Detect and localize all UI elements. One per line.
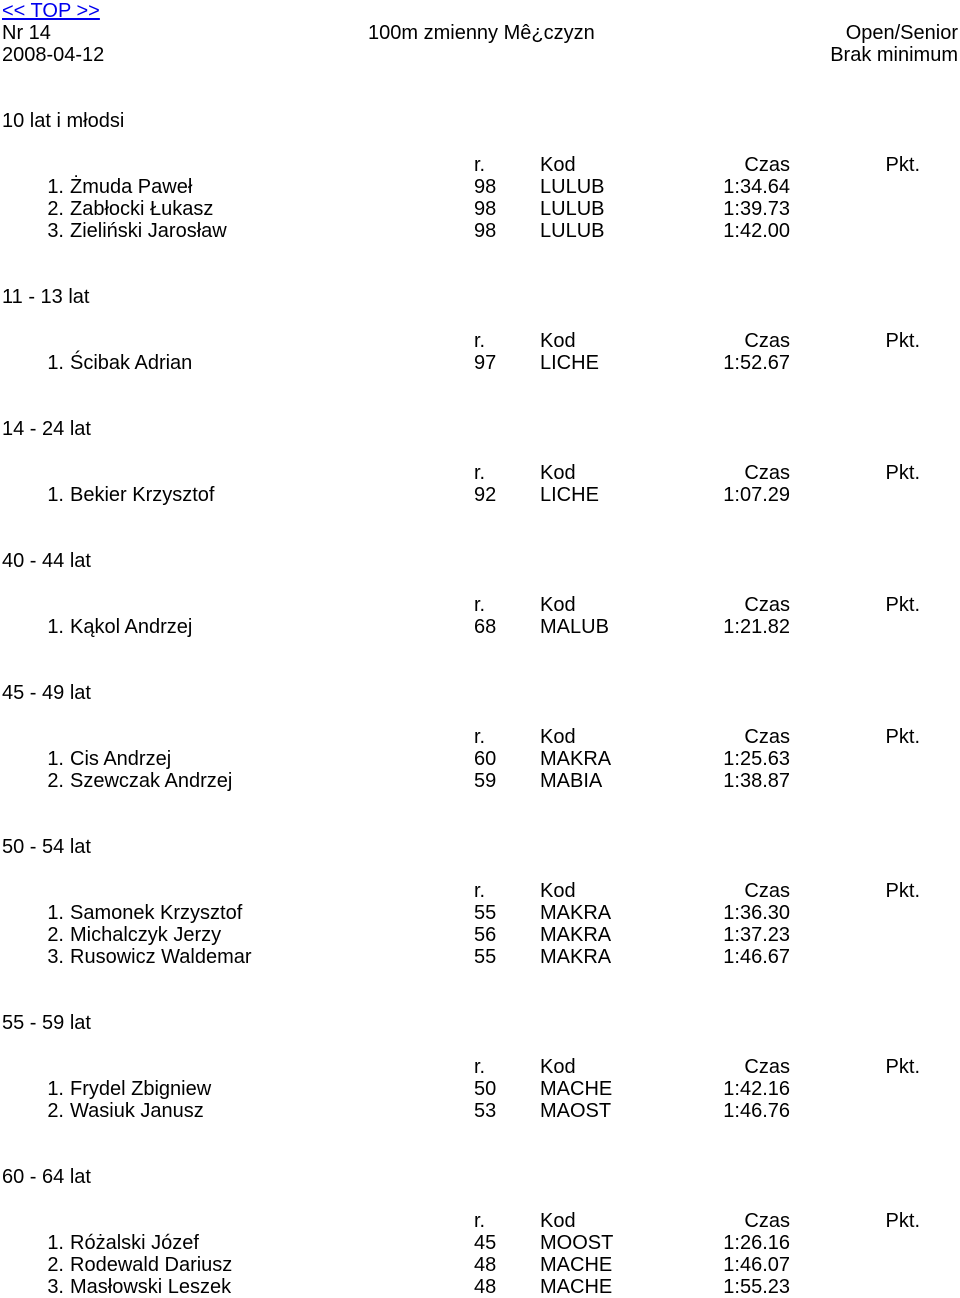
result-year: 98 bbox=[474, 220, 497, 242]
column-header-year: r. bbox=[474, 1210, 486, 1232]
result-place: 1. bbox=[47, 1078, 64, 1100]
result-time: 1:39.73 bbox=[723, 198, 790, 220]
result-code: MALUB bbox=[540, 616, 609, 638]
column-header-year: r. bbox=[474, 880, 486, 902]
result-name: Ścibak Adrian bbox=[70, 352, 193, 374]
column-header-time: Czas bbox=[744, 330, 790, 352]
column-header-code: Kod bbox=[540, 1210, 576, 1232]
result-year: 68 bbox=[474, 616, 497, 638]
result-code: MAKRA bbox=[540, 748, 612, 770]
event-category: Open/Senior bbox=[845, 22, 958, 44]
result-place: 1. bbox=[47, 748, 64, 770]
result-name: Samonek Krzysztof bbox=[70, 902, 243, 924]
result-name: Rodewald Dariusz bbox=[70, 1254, 233, 1276]
result-code: LULUB bbox=[540, 220, 605, 242]
result-name: Zabłocki Łukasz bbox=[70, 198, 214, 220]
result-place: 2. bbox=[47, 770, 64, 792]
column-header-year: r. bbox=[474, 1056, 486, 1078]
column-header-points: Pkt. bbox=[885, 154, 920, 176]
column-header-points: Pkt. bbox=[885, 462, 920, 484]
column-header-code: Kod bbox=[540, 594, 576, 616]
column-header-code: Kod bbox=[540, 330, 576, 352]
result-time: 1:42.16 bbox=[723, 1078, 790, 1100]
event-date: 2008-04-12 bbox=[2, 44, 105, 66]
result-time: 1:46.76 bbox=[723, 1100, 790, 1122]
result-name: Masłowski Leszek bbox=[70, 1276, 232, 1298]
result-time: 1:42.00 bbox=[723, 220, 790, 242]
result-year: 45 bbox=[474, 1232, 497, 1254]
result-year: 59 bbox=[474, 770, 497, 792]
result-place: 3. bbox=[47, 220, 64, 242]
result-time: 1:46.07 bbox=[723, 1254, 790, 1276]
result-code: MAKRA bbox=[540, 902, 612, 924]
column-header-time: Czas bbox=[744, 726, 790, 748]
result-time: 1:26.16 bbox=[723, 1232, 790, 1254]
column-header-code: Kod bbox=[540, 1056, 576, 1078]
column-header-points: Pkt. bbox=[885, 330, 920, 352]
result-code: MACHE bbox=[540, 1254, 613, 1276]
result-place: 2. bbox=[47, 1254, 64, 1276]
result-year: 60 bbox=[474, 748, 497, 770]
age-group-title: 50 - 54 lat bbox=[2, 836, 91, 858]
column-header-time: Czas bbox=[744, 1210, 790, 1232]
top-link[interactable]: << TOP >> bbox=[2, 0, 100, 22]
result-code: LICHE bbox=[540, 352, 599, 374]
result-code: MABIA bbox=[540, 770, 603, 792]
result-time: 1:38.87 bbox=[723, 770, 790, 792]
result-name: Michalczyk Jerzy bbox=[70, 924, 222, 946]
column-header-time: Czas bbox=[744, 880, 790, 902]
column-header-time: Czas bbox=[744, 154, 790, 176]
age-group-title: 10 lat i młodsi bbox=[2, 110, 125, 132]
column-header-time: Czas bbox=[744, 462, 790, 484]
result-place: 2. bbox=[47, 1100, 64, 1122]
column-header-points: Pkt. bbox=[885, 594, 920, 616]
age-group-title: 45 - 49 lat bbox=[2, 682, 91, 704]
column-header-year: r. bbox=[474, 154, 486, 176]
result-time: 1:36.30 bbox=[723, 902, 790, 924]
result-code: MACHE bbox=[540, 1078, 613, 1100]
result-place: 3. bbox=[47, 1276, 64, 1298]
result-place: 2. bbox=[47, 198, 64, 220]
event-minimum: Brak minimum bbox=[830, 44, 958, 66]
result-year: 97 bbox=[474, 352, 497, 374]
column-header-time: Czas bbox=[744, 594, 790, 616]
column-header-code: Kod bbox=[540, 880, 576, 902]
result-place: 1. bbox=[47, 484, 64, 506]
result-name: Bekier Krzysztof bbox=[70, 484, 215, 506]
column-header-year: r. bbox=[474, 594, 486, 616]
result-time: 1:55.23 bbox=[723, 1276, 790, 1298]
result-name: Szewczak Andrzej bbox=[70, 770, 233, 792]
age-group-title: 60 - 64 lat bbox=[2, 1166, 91, 1188]
result-year: 53 bbox=[474, 1100, 497, 1122]
result-time: 1:37.23 bbox=[723, 924, 790, 946]
result-place: 1. bbox=[47, 1232, 64, 1254]
result-code: MAOST bbox=[540, 1100, 612, 1122]
result-time: 1:34.64 bbox=[723, 176, 790, 198]
result-name: Rusowicz Waldemar bbox=[70, 946, 252, 968]
result-name: Wasiuk Janusz bbox=[70, 1100, 204, 1122]
result-code: MAKRA bbox=[540, 946, 612, 968]
result-place: 1. bbox=[47, 176, 64, 198]
result-year: 98 bbox=[474, 176, 497, 198]
result-code: MACHE bbox=[540, 1276, 613, 1298]
result-name: Frydel Zbigniew bbox=[70, 1078, 212, 1100]
age-group-title: 55 - 59 lat bbox=[2, 1012, 91, 1034]
result-time: 1:21.82 bbox=[723, 616, 790, 638]
result-place: 3. bbox=[47, 946, 64, 968]
result-year: 48 bbox=[474, 1254, 497, 1276]
age-group-title: 11 - 13 lat bbox=[2, 286, 90, 308]
result-name: Cis Andrzej bbox=[70, 748, 172, 770]
result-year: 56 bbox=[474, 924, 497, 946]
column-header-code: Kod bbox=[540, 154, 576, 176]
result-time: 1:07.29 bbox=[723, 484, 790, 506]
result-year: 55 bbox=[474, 946, 497, 968]
result-name: Żmuda Paweł bbox=[70, 176, 193, 198]
result-place: 2. bbox=[47, 924, 64, 946]
result-year: 50 bbox=[474, 1078, 497, 1100]
result-year: 92 bbox=[474, 484, 497, 506]
result-code: LICHE bbox=[540, 484, 599, 506]
column-header-time: Czas bbox=[744, 1056, 790, 1078]
result-year: 55 bbox=[474, 902, 497, 924]
result-place: 1. bbox=[47, 352, 64, 374]
result-name: Różalski Józef bbox=[70, 1232, 199, 1254]
column-header-year: r. bbox=[474, 330, 486, 352]
column-header-points: Pkt. bbox=[885, 1056, 920, 1078]
result-year: 98 bbox=[474, 198, 497, 220]
result-place: 1. bbox=[47, 902, 64, 924]
column-header-year: r. bbox=[474, 726, 486, 748]
column-header-code: Kod bbox=[540, 726, 576, 748]
event-number: Nr 14 bbox=[2, 22, 51, 44]
result-year: 48 bbox=[474, 1276, 497, 1298]
result-name: Kąkol Andrzej bbox=[70, 616, 193, 638]
result-code: LULUB bbox=[540, 198, 605, 220]
result-time: 1:25.63 bbox=[723, 748, 790, 770]
column-header-points: Pkt. bbox=[885, 726, 920, 748]
result-code: MAKRA bbox=[540, 924, 612, 946]
column-header-code: Kod bbox=[540, 462, 576, 484]
result-code: LULUB bbox=[540, 176, 605, 198]
column-header-points: Pkt. bbox=[885, 880, 920, 902]
age-group-title: 14 - 24 lat bbox=[2, 418, 91, 440]
event-name: 100m zmienny Mê¿czyzn bbox=[368, 22, 595, 44]
column-header-year: r. bbox=[474, 462, 486, 484]
result-code: MOOST bbox=[540, 1232, 614, 1254]
column-header-points: Pkt. bbox=[885, 1210, 920, 1232]
age-group-title: 40 - 44 lat bbox=[2, 550, 91, 572]
result-time: 1:52.67 bbox=[723, 352, 790, 374]
result-name: Zieliński Jarosław bbox=[70, 220, 227, 242]
result-time: 1:46.67 bbox=[723, 946, 790, 968]
result-place: 1. bbox=[47, 616, 64, 638]
